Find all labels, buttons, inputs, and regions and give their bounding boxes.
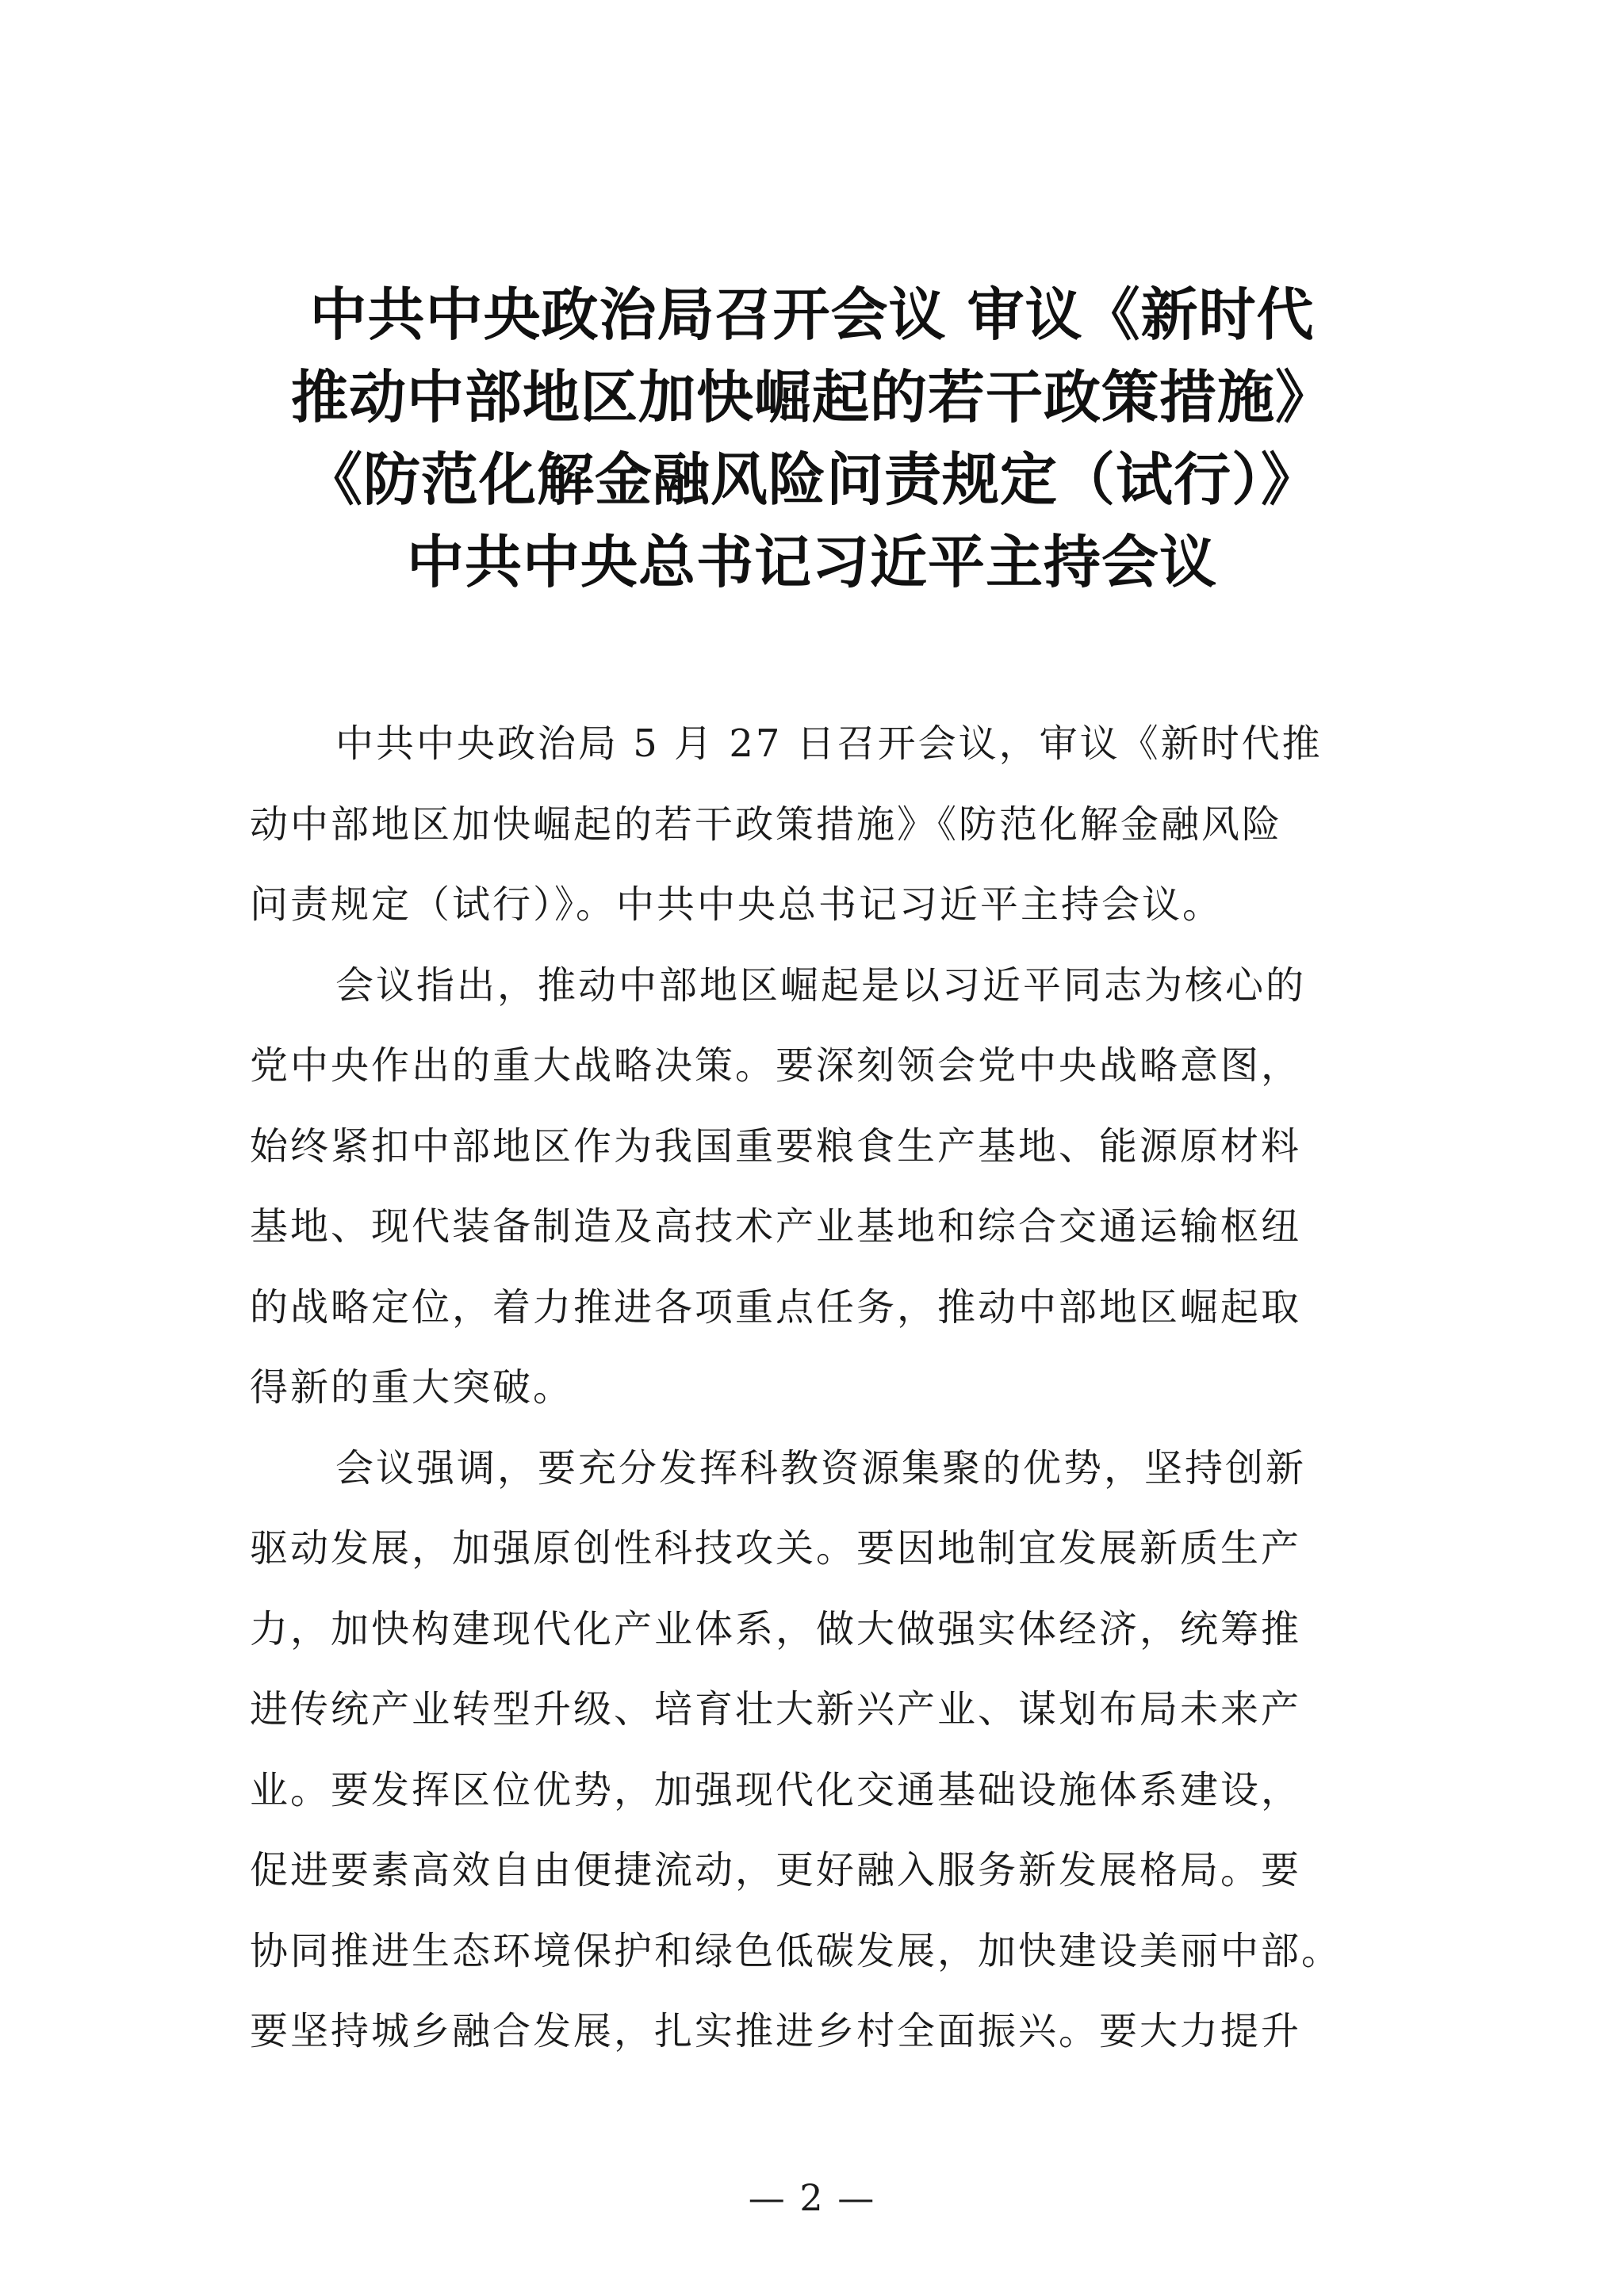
- body-line: 基地、现代装备制造及高技术产业基地和综合交通运输枢纽: [250, 1204, 1302, 1249]
- body-line: 驱动发展，加强原创性科技攻关。要因地制宜发展新质生产: [250, 1526, 1302, 1571]
- body-line: 进传统产业转型升级、培育壮大新兴产业、谋划布局未来产: [250, 1687, 1302, 1732]
- title-line: 推动中部地区加快崛起的若干政策措施》: [290, 363, 1333, 430]
- body-line: 中共中央政治局 5 月 27 日召开会议，审议《新时代推: [335, 721, 1323, 766]
- body-line: 得新的重大突破。: [250, 1365, 574, 1410]
- body-line: 问责规定（试行）》。中共中央总书记习近平主持会议。: [250, 882, 1224, 927]
- body-line: 促进要素高效自由便捷流动，更好融入服务新发展格局。要: [250, 1848, 1302, 1892]
- body-line: 业。要发挥区位优势，加强现代化交通基础设施体系建设，: [250, 1767, 1302, 1812]
- body-line: 协同推进生态环境保护和绿色低碳发展，加快建设美丽中部。: [250, 1928, 1342, 1973]
- document-title: [198, 274, 1426, 603]
- body-line: 会议强调，要充分发挥科教资源集聚的优势，坚持创新: [335, 1445, 1307, 1490]
- body-line: 会议指出，推动中部地区崛起是以习近平同志为核心的: [335, 962, 1307, 1008]
- title-line: 《防范化解金融风险问责规定（试行）》: [304, 446, 1319, 513]
- title-line: 中共中央总书记习近平主持会议: [406, 528, 1217, 595]
- body-line: 党中央作出的重大战略决策。要深刻领会党中央战略意图，: [250, 1043, 1302, 1088]
- body-line: 力，加快构建现代化产业体系，做大做强实体经济，统筹推: [250, 1606, 1302, 1651]
- body-line: 动中部地区加快崛起的若干政策措施》《防范化解金融风险: [250, 802, 1283, 847]
- document-body: [250, 704, 1376, 2072]
- body-line: 的战略定位，着力推进各项重点任务，推动中部地区崛起取: [250, 1284, 1302, 1330]
- title-line: 中共中央政治局召开会议 审议《新时代: [309, 281, 1315, 348]
- body-line: 始终紧扣中部地区作为我国重要粮食生产基地、能源原材料: [250, 1123, 1302, 1169]
- page-number: — 2 —: [748, 2176, 876, 2219]
- body-line: 要坚持城乡融合发展，扎实推进乡村全面振兴。要大力提升: [250, 2009, 1302, 2053]
